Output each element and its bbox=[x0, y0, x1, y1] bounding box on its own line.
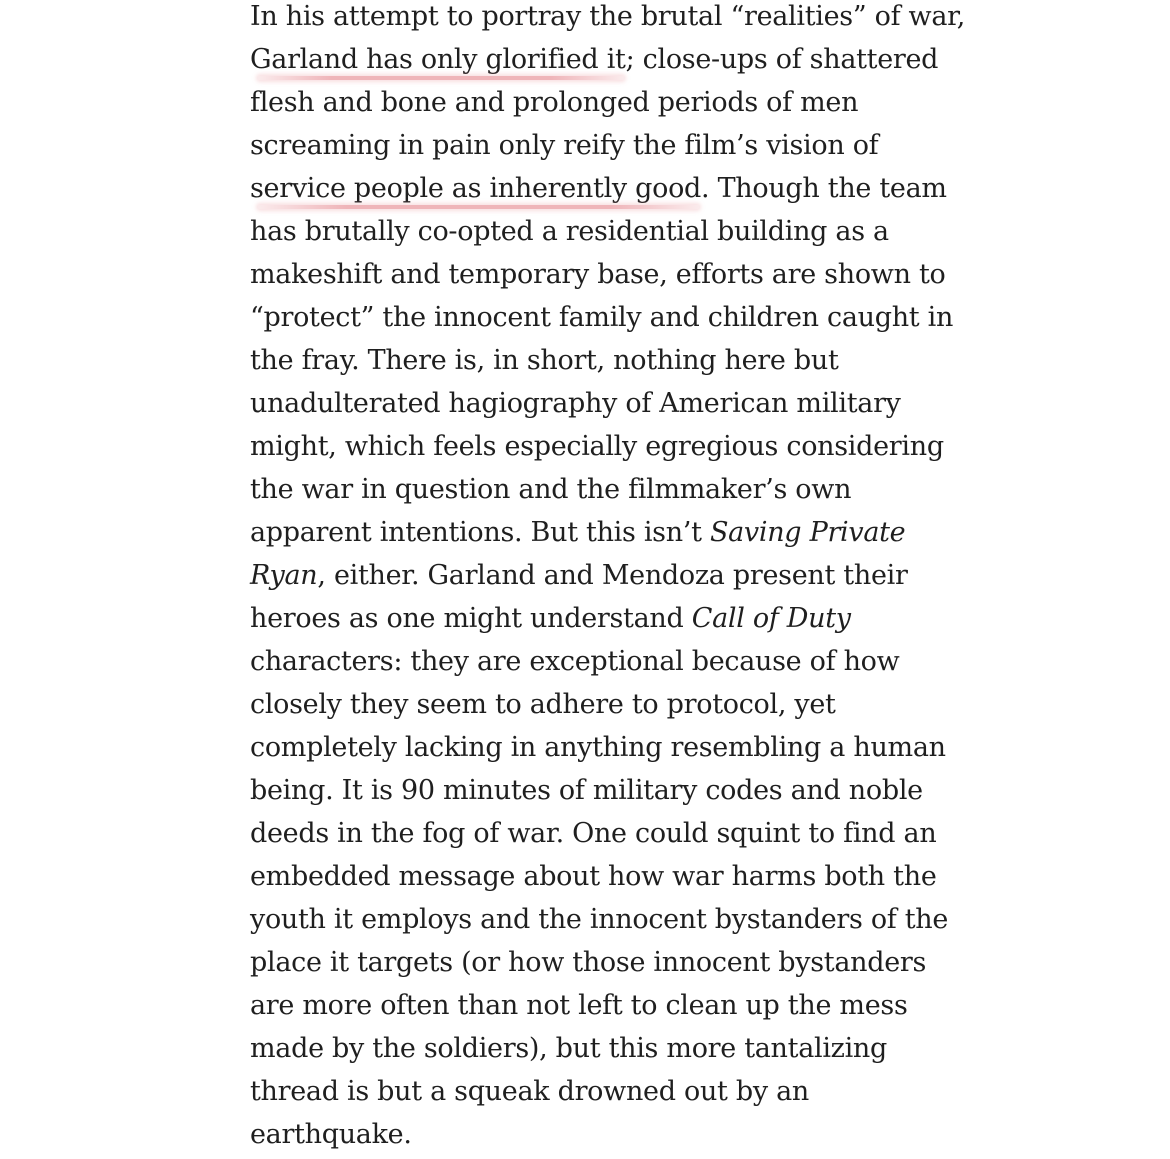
text-line: completely lacking in anything resembling a human bbox=[250, 732, 946, 763]
text-line: In his attempt to portray the brutal “realities” of war, bbox=[250, 1, 966, 32]
highlighted-passage[interactable]: service people as inherently good bbox=[250, 167, 701, 210]
text-line: characters: they are exceptional because of how bbox=[250, 646, 900, 677]
film-title-italic: Saving Private bbox=[709, 517, 906, 548]
text-line bbox=[250, 597, 950, 640]
text-line: the war in question and the filmmaker’s own bbox=[250, 474, 852, 505]
text-segment: . Though the team bbox=[701, 173, 947, 204]
text-line: might, which feels especially egregious considering bbox=[250, 431, 944, 462]
text-line: “protect” the innocent family and children caught in bbox=[250, 302, 954, 333]
text-line: unadulterated hagiography of American military bbox=[250, 388, 901, 419]
text-line: made by the soldiers), but this more tantalizing bbox=[250, 1033, 888, 1064]
text-line bbox=[250, 511, 950, 554]
game-title-italic: Call of Duty bbox=[691, 603, 851, 634]
text-segment: heroes as one might understand bbox=[250, 603, 692, 634]
text-line: embedded message about how war harms both the bbox=[250, 861, 937, 892]
text-line bbox=[250, 554, 950, 597]
text-line: makeshift and temporary base, efforts are shown to bbox=[250, 259, 946, 290]
text-line: being. It is 90 minutes of military codes and noble bbox=[250, 775, 923, 806]
text-line: thread is but a squeak drowned out by an bbox=[250, 1076, 809, 1107]
text-segment: , either. Garland and Mendoza present their bbox=[317, 560, 908, 591]
text-line bbox=[250, 38, 950, 81]
text-line: earthquake. bbox=[250, 1119, 412, 1150]
text-line: has brutally co-opted a residential building as a bbox=[250, 216, 889, 247]
text-line: place it targets (or how those innocent bystanders bbox=[250, 947, 927, 978]
text-line: youth it employs and the innocent bystanders of the bbox=[250, 904, 949, 935]
text-segment: ; close-ups of shattered bbox=[625, 44, 939, 75]
highlighted-passage[interactable]: Garland has only glorified it bbox=[250, 38, 626, 81]
text-line bbox=[250, 167, 950, 210]
text-line: closely they seem to adhere to protocol, yet bbox=[250, 689, 836, 720]
text-segment: apparent intentions. But this isn’t bbox=[250, 517, 710, 548]
article-body bbox=[250, 0, 966, 1156]
text-line: flesh and bone and prolonged periods of men bbox=[250, 87, 859, 118]
text-line: are more often than not left to clean up the mess bbox=[250, 990, 908, 1021]
text-line: screaming in pain only reify the film’s vision of bbox=[250, 130, 879, 161]
text-line: the fray. There is, in short, nothing here but bbox=[250, 345, 839, 376]
text-line: deeds in the fog of war. One could squint to find an bbox=[250, 818, 937, 849]
film-title-italic: Ryan bbox=[250, 560, 318, 591]
